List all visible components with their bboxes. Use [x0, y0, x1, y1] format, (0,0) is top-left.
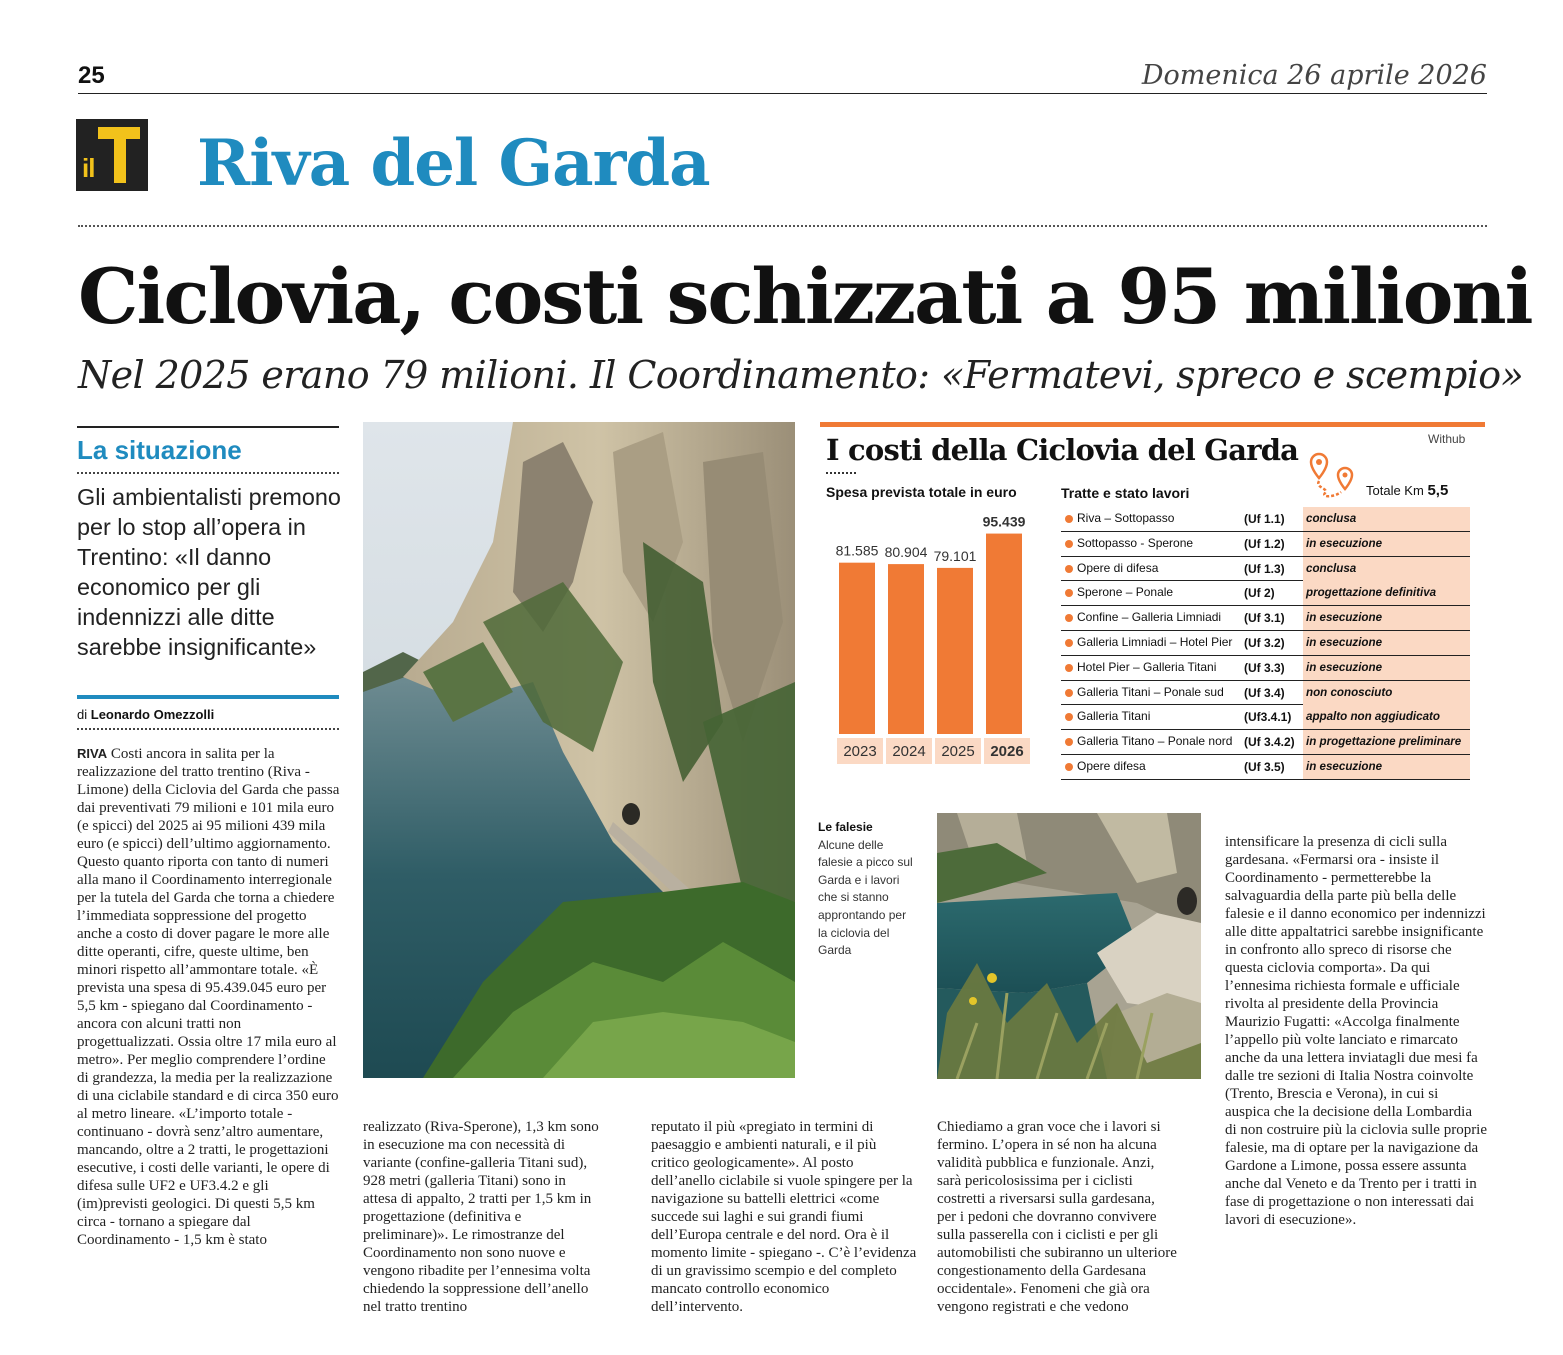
bar-2026	[986, 534, 1022, 734]
bar-value-label: 80.904	[884, 544, 928, 561]
article-column-5: intensificare la presenza di cicli sulla gardesana. «Fermarsi ora - insiste il Coordinamento - permetterebbe la salvaguardia della parte più bella delle falesie e il danno economico per indennizzi alle ditte appaltatrici sarebbe insignificante in confronto allo spreco di risorse che questa ciclovia comporta». Da qui l’ennesima richiesta formale e ufficiale rivolta al presidente della Provincia Maurizio Fugatti: «Accolga finalmente l’appello più volte lanciato e rimarcato anche da una lettera inviatagli due mesi fa dalle tre sezioni di Italia Nostra coinvolte (Trento, Brescia e Verona), in cui si auspica che la decisione della Lombardia di non costruire più la ciclovia sulle proprie falesie, ma di optare per la navigazione da Gardone a Limone, possa essere assunta anche dal Veneto e da Trento per i tratti in fase di progettazione o non interessati dai lavori di esecuzione».	[1225, 834, 1488, 1228]
section-title: Riva del Garda	[197, 126, 710, 201]
tratta-code: (Uf 3.3)	[1244, 660, 1285, 675]
tratta-status: progettazione definitiva	[1303, 581, 1470, 605]
tratta-status: conclusa	[1303, 557, 1470, 581]
lake-photo	[937, 813, 1201, 1079]
tratta-name: Galleria Titano – Ponale nord	[1077, 734, 1233, 749]
article-column-4: Chiediamo a gran voce che i lavori si fermino. L’opera in sé non ha alcuna validità pubblica e funzionale. Anzi, sarà pericolosissima per i ciclisti costretti a riversarsi sulla gardesana, per i pedoni che dovranno convivere sulla passerella con i ciclisti e per gli automobilisti che subiranno un ulteriore congestionamento della Gardesana occidentale». Fenomeni che già ora vengono registrati e che vedono	[937, 1119, 1177, 1315]
table-row	[1061, 705, 1470, 730]
table-row	[1061, 681, 1470, 706]
tratta-code: (Uf3.4.1)	[1244, 710, 1292, 725]
tratta-name: Hotel Pier – Galleria Titani	[1077, 659, 1217, 674]
tratta-status: in esecuzione	[1303, 532, 1470, 556]
total-km-label: Totale Km	[1366, 483, 1424, 498]
article-column-3: reputato il più «pregiato in termini di paesaggio e ambienti naturali, e il più critico geologicamente». Al posto dell’anello ciclabile si vuole spingere per la navigazione su battelli elettrici «come succede sui laghi e sui grandi fiumi dell’Europa centrale e del nord. Ora è il momento limite - spiegano -. C’è l’evidenza di un gravissimo scempio e del completo mancato controllo economico dell’intervento.	[651, 1119, 917, 1315]
bar-value-label: 79.101	[933, 547, 977, 564]
tratta-name: Riva – Sottopasso	[1077, 511, 1175, 525]
tratta-name: Confine – Galleria Limniadi	[1077, 610, 1222, 625]
summary-box-divider	[77, 472, 339, 474]
summary-box-top-rule	[77, 426, 339, 428]
tratta-code: (Uf 3.4)	[1244, 685, 1285, 700]
table-row	[1061, 532, 1470, 557]
x-tick-label: 2025	[941, 743, 975, 760]
cliffs-photo-art	[363, 422, 795, 1078]
summary-box-bottom-rule	[77, 695, 339, 699]
tratta-name: Galleria Titani – Ponale sud	[1077, 684, 1224, 699]
caption-title: Le falesie	[818, 820, 873, 834]
tratta-name: Galleria Limniadi – Hotel Pier	[1077, 634, 1233, 649]
bullet-dot	[1065, 589, 1073, 597]
tratta-name: Sperone – Ponale	[1077, 585, 1174, 600]
lake-photo-art	[937, 813, 1201, 1079]
x-tick-label: 2024	[892, 743, 926, 760]
bullet-dot	[1065, 664, 1073, 672]
bullet-dot	[1065, 614, 1073, 622]
logo-text: il	[82, 153, 95, 183]
article-column-1	[77, 745, 340, 1249]
tratta-status: in esecuzione	[1303, 631, 1470, 655]
infographic-top-rule	[820, 422, 1485, 427]
bar-2024	[888, 564, 924, 734]
bullet-dot	[1065, 713, 1073, 721]
tratta-code: (Uf 1.3)	[1244, 561, 1285, 576]
cliffs-photo	[363, 422, 795, 1078]
bullet-dot	[1065, 763, 1073, 771]
bullet-dot	[1065, 738, 1073, 746]
table-row	[1061, 606, 1470, 631]
tratta-status: in esecuzione	[1303, 656, 1470, 680]
chart-title: Spesa prevista totale in euro	[826, 484, 1017, 500]
bullet-dot	[1065, 540, 1073, 548]
tratta-status: conclusa	[1303, 507, 1470, 531]
infographic-title-dots	[826, 472, 856, 474]
bar-value-label: 81.585	[835, 542, 879, 559]
table-row	[1061, 581, 1470, 606]
table-row	[1061, 730, 1470, 755]
bullet-dot	[1065, 515, 1073, 523]
header-rule	[78, 93, 1487, 94]
tratta-name: Opere difesa	[1077, 758, 1146, 773]
photo-caption	[818, 819, 918, 960]
bar-2025	[937, 568, 973, 734]
caption-text: Alcune delle falesie a picco sul Garda e i lavori che si stanno approntando per la ciclovia del Garda	[818, 837, 913, 958]
table-row	[1061, 507, 1470, 532]
cost-bar-chart	[826, 498, 1036, 770]
tratta-status: in progettazione preliminare	[1303, 730, 1470, 754]
total-km	[1366, 482, 1448, 499]
table-title: Tratte e stato lavori	[1061, 485, 1190, 501]
tratta-name: Galleria Titani	[1077, 709, 1151, 724]
table-row	[1061, 656, 1470, 681]
tratta-name: Opere di difesa	[1077, 560, 1159, 575]
route-pins-icon	[1307, 450, 1363, 500]
summary-box-label: La situazione	[77, 435, 242, 465]
table-row	[1061, 755, 1470, 780]
tratta-code: (Uf 1.1)	[1244, 512, 1285, 526]
table-row	[1061, 557, 1470, 582]
bar-value-label: 95.439	[982, 513, 1026, 530]
subheadline: Nel 2025 erano 79 milioni. Il Coordinamento: «Fermatevi, spreco e scempio»	[78, 353, 1524, 397]
tratta-code: (Uf 3.5)	[1244, 759, 1285, 774]
article-text-1: Costi ancora in salita per la realizzazione del tratto trentino (Riva - Limone) della Ciclovia del Garda che passa dai preventivati 79 milioni e 101 mila euro (e spicci) del 2025 ai 95 milioni 439 mila euro (e spicci) dell’ultimo aggiornamento. Questo quanto riporta con tanto di numeri alla mano il Coordinamento interregionale per la tutela del Garda che torna a chiedere l’immediata soppressione del progetto anche a costo di dover pagare le more alle ditte operanti, cifre, queste ultime, ben minori rispetto all’ammontare totale. «È prevista una spesa di 95.439.045 euro per 5,5 km - spiegano dal Coordinamento - ancora con alcuni tratti non progettualizzati. Ossia oltre 17 mila euro al metro». Per meglio comprendere l’ordine di grandezza, la media per la realizzazione di una ciclabile standard e di circa 350 euro al metro lineare. «L’importo totale - continuano - dovrà senz’altro aumentare, mancando, oltre a 2 tratti, le progettazioni esecutive, i costi delle varianti, le opere di difesa sulle UF2 e UF3.4.2 e gli (im)previsti geologici. Di questi 5,5 km circa - tornano a spiegare dal Coordinamento - 1,5 km è stato	[77, 746, 340, 1248]
tratta-name: Sottopasso - Sperone	[1077, 535, 1194, 550]
logo-t-stem	[114, 127, 126, 183]
tratta-status: appalto non aggiudicato	[1303, 705, 1470, 729]
tratta-status: in esecuzione	[1303, 606, 1470, 630]
byline-prefix: di	[77, 707, 88, 722]
section-divider	[78, 225, 1487, 227]
bar-2023	[839, 563, 875, 734]
bullet-dot	[1065, 639, 1073, 647]
tratta-code: (Uf 3.2)	[1244, 635, 1285, 650]
dateline: RIVA	[77, 746, 108, 761]
table-row	[1061, 631, 1470, 656]
bullet-dot	[1065, 689, 1073, 697]
infographic-title: I costi della Ciclovia del Garda	[826, 433, 1299, 467]
infographic-source: Withub	[1428, 432, 1466, 446]
x-tick-label: 2026	[990, 743, 1024, 760]
headline: Ciclovia, costi schizzati a 95 milioni	[78, 252, 1532, 341]
byline-divider	[77, 728, 339, 730]
byline	[77, 707, 214, 722]
x-tick-label: 2023	[843, 743, 877, 760]
byline-author: Leonardo Omezzolli	[90, 707, 215, 722]
issue-date: Domenica 26 aprile 2026	[1141, 60, 1487, 91]
newspaper-logo	[76, 119, 148, 191]
total-km-value: 5,5	[1427, 482, 1449, 499]
tratta-status: in esecuzione	[1303, 755, 1470, 779]
tratta-status: non conosciuto	[1303, 681, 1470, 705]
tratta-code: (Uf 2)	[1244, 586, 1275, 601]
tratta-code: (Uf 3.4.2)	[1244, 735, 1295, 750]
bullet-dot	[1065, 565, 1073, 573]
tratta-code: (Uf 1.2)	[1244, 536, 1285, 551]
summary-box-text: Gli ambientalisti premono per lo stop all’opera in Trentino: «Il danno economico per gli indennizzi alle ditte sarebbe insignificante»	[77, 484, 341, 660]
tratta-code: (Uf 3.1)	[1244, 611, 1285, 626]
article-column-2: realizzato (Riva-Sperone), 1,3 km sono in esecuzione ma con necessità di variante (confine-galleria Titani sud), 928 metri (galleria Titani) sono in attesa di appalto, 2 tratti per 1,5 km in progettazione (definitiva e preliminare)». Le rimostranze del Coordinamento non sono nuove e vengono ribadite per l’ennesima volta chiedendo la soppressione dell’anello nel tratto trentino	[363, 1119, 599, 1315]
page-number: 25	[78, 62, 105, 89]
tratte-table	[1061, 507, 1470, 780]
